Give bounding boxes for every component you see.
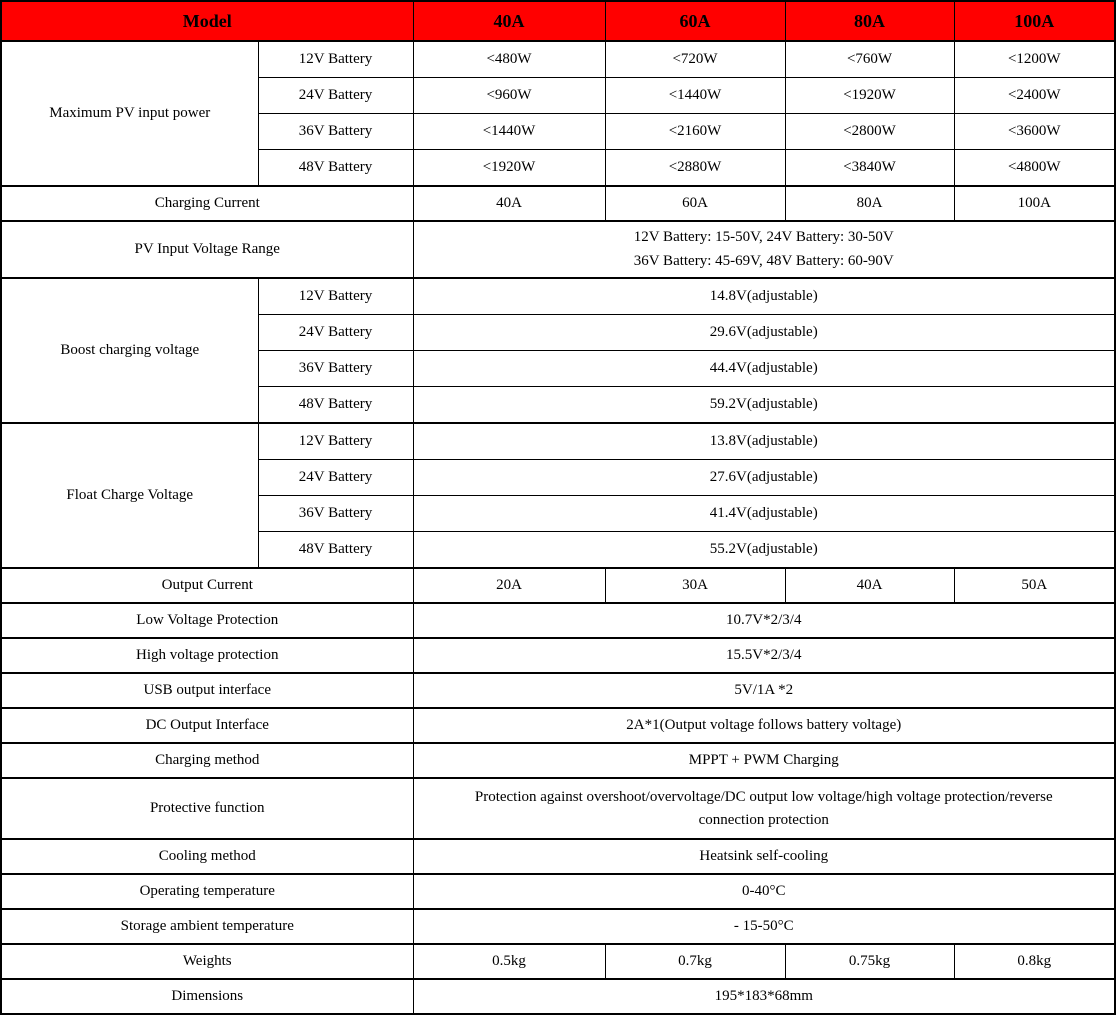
- row-label: Output Current: [1, 568, 413, 603]
- value-cell: 0.5kg: [413, 944, 605, 979]
- value-cell: <1920W: [413, 150, 605, 187]
- value-cell: 40A: [413, 186, 605, 221]
- protective-function-row: [1, 778, 1115, 839]
- row-label: USB output interface: [1, 673, 413, 708]
- battery-label: 36V Battery: [258, 114, 413, 150]
- model-col-40a: 40A: [413, 1, 605, 41]
- value-cell: 60A: [605, 186, 785, 221]
- pv-voltage-range-row: [1, 221, 1115, 278]
- value-cell: 0-40°C: [413, 874, 1115, 909]
- value-cell: 15.5V*2/3/4: [413, 638, 1115, 673]
- value-cell: 20A: [413, 568, 605, 603]
- value-cell: Heatsink self-cooling: [413, 839, 1115, 874]
- value-cell: <720W: [605, 41, 785, 78]
- charging-current-row: [1, 186, 1115, 221]
- battery-label: 24V Battery: [258, 460, 413, 496]
- battery-label: 48V Battery: [258, 150, 413, 187]
- value-cell: 2A*1(Output voltage follows battery voltage): [413, 708, 1115, 743]
- model-col-60a: 60A: [605, 1, 785, 41]
- value-cell: 14.8V(adjustable): [413, 278, 1115, 315]
- value-cell: 50A: [954, 568, 1115, 603]
- float-label: Float Charge Voltage: [1, 423, 258, 568]
- value-cell: 0.8kg: [954, 944, 1115, 979]
- value-cell: 0.75kg: [785, 944, 954, 979]
- battery-label: 12V Battery: [258, 423, 413, 460]
- weights-row: [1, 944, 1115, 979]
- row-label: Weights: [1, 944, 413, 979]
- value-cell: MPPT + PWM Charging: [413, 743, 1115, 778]
- value-cell: [413, 221, 1115, 278]
- row-label: DC Output Interface: [1, 708, 413, 743]
- pv-range-line-2: 36V Battery: 45-69V, 48V Battery: 60-90V: [633, 252, 894, 269]
- value-cell: <2400W: [954, 78, 1115, 114]
- boost-label: Boost charging voltage: [1, 278, 258, 423]
- value-cell: <2880W: [605, 150, 785, 187]
- value-cell: <760W: [785, 41, 954, 78]
- battery-label: 36V Battery: [258, 496, 413, 532]
- value-cell: 41.4V(adjustable): [413, 496, 1115, 532]
- row-label: Storage ambient temperature: [1, 909, 413, 944]
- value-cell: 44.4V(adjustable): [413, 351, 1115, 387]
- battery-label: 36V Battery: [258, 351, 413, 387]
- row-label: Charging method: [1, 743, 413, 778]
- value-cell: <2800W: [785, 114, 954, 150]
- value-cell: 5V/1A *2: [413, 673, 1115, 708]
- row-label: Operating temperature: [1, 874, 413, 909]
- model-col-100a: 100A: [954, 1, 1115, 41]
- battery-label: 48V Battery: [258, 532, 413, 569]
- value-cell: 40A: [785, 568, 954, 603]
- value-cell: <960W: [413, 78, 605, 114]
- value-cell: 13.8V(adjustable): [413, 423, 1115, 460]
- value-cell: <1200W: [954, 41, 1115, 78]
- row-label: PV Input Voltage Range: [1, 221, 413, 278]
- value-cell: Protection against overshoot/overvoltage/DC output low voltage/high voltage protection/reverse connection protection: [413, 778, 1115, 839]
- model-header-cell: Model: [1, 1, 413, 41]
- usb-output-row: [1, 673, 1115, 708]
- storage-temperature-row: [1, 909, 1115, 944]
- value-cell: <1920W: [785, 78, 954, 114]
- battery-label: 12V Battery: [258, 41, 413, 78]
- float-row-12v: [1, 423, 1115, 460]
- battery-label: 48V Battery: [258, 387, 413, 424]
- row-label: Dimensions: [1, 979, 413, 1014]
- value-cell: 0.7kg: [605, 944, 785, 979]
- value-cell: <1440W: [605, 78, 785, 114]
- dc-output-row: [1, 708, 1115, 743]
- value-cell: 27.6V(adjustable): [413, 460, 1115, 496]
- value-cell: <480W: [413, 41, 605, 78]
- value-cell: 29.6V(adjustable): [413, 315, 1115, 351]
- value-cell: 59.2V(adjustable): [413, 387, 1115, 424]
- value-cell: 100A: [954, 186, 1115, 221]
- value-cell: 10.7V*2/3/4: [413, 603, 1115, 638]
- row-label: Low Voltage Protection: [1, 603, 413, 638]
- max-pv-label: Maximum PV input power: [1, 41, 258, 186]
- value-cell: - 15-50°C: [413, 909, 1115, 944]
- high-voltage-protection-row: [1, 638, 1115, 673]
- charging-method-row: [1, 743, 1115, 778]
- dimensions-row: [1, 979, 1115, 1014]
- value-cell: <1440W: [413, 114, 605, 150]
- value-cell: 55.2V(adjustable): [413, 532, 1115, 569]
- boost-row-12v: [1, 278, 1115, 315]
- model-col-80a: 80A: [785, 1, 954, 41]
- output-current-row: [1, 568, 1115, 603]
- cooling-method-row: [1, 839, 1115, 874]
- header-row: [1, 1, 1115, 41]
- battery-label: 12V Battery: [258, 278, 413, 315]
- row-label: Cooling method: [1, 839, 413, 874]
- battery-label: 24V Battery: [258, 315, 413, 351]
- row-label: Charging Current: [1, 186, 413, 221]
- row-label: High voltage protection: [1, 638, 413, 673]
- battery-label: 24V Battery: [258, 78, 413, 114]
- value-cell: <3600W: [954, 114, 1115, 150]
- pv-range-line-1: 12V Battery: 15-50V, 24V Battery: 30-50V: [633, 229, 894, 246]
- value-cell: <3840W: [785, 150, 954, 187]
- value-cell: <2160W: [605, 114, 785, 150]
- value-cell: 195*183*68mm: [413, 979, 1115, 1014]
- row-label: Protective function: [1, 778, 413, 839]
- value-cell: 30A: [605, 568, 785, 603]
- value-cell: 80A: [785, 186, 954, 221]
- low-voltage-protection-row: [1, 603, 1115, 638]
- operating-temperature-row: [1, 874, 1115, 909]
- max-pv-row-12v: [1, 41, 1115, 78]
- value-cell: <4800W: [954, 150, 1115, 187]
